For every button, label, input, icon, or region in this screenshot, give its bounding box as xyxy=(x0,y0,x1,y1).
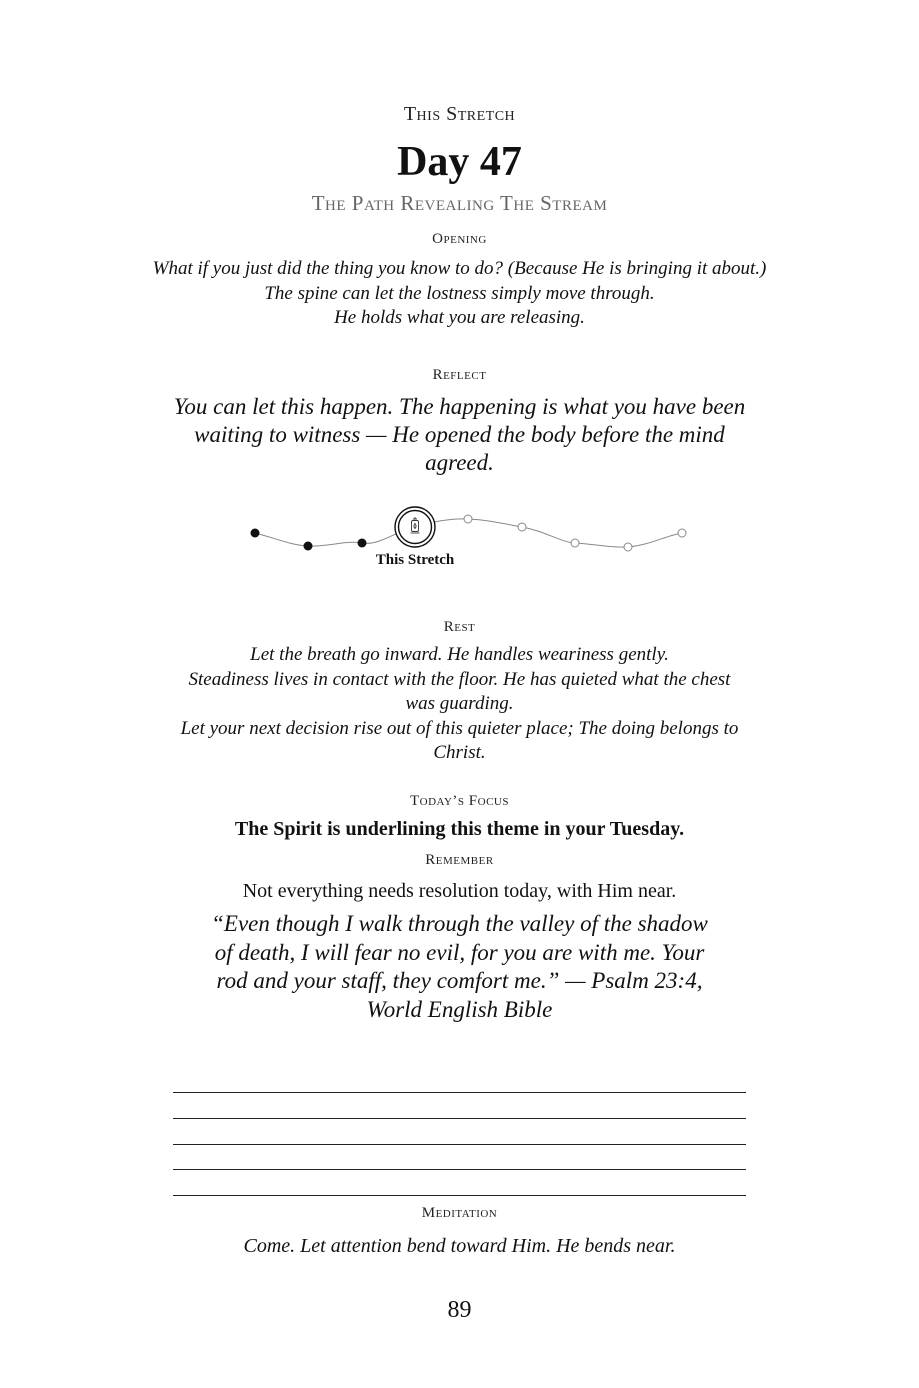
writing-line[interactable] xyxy=(173,1092,746,1093)
scripture-verse: “Even though I walk through the valley of the shadow of death, I will fear no evil, for you are with me. Your rod and your staff, they comfort me.” — Psalm 23:4, World English Bible xyxy=(211,911,708,1022)
reflect-text: You can let this happen. The happening is what you have been waiting to witness — He opened the body before the mind agreed. xyxy=(173,394,746,475)
remember-text: Not everything needs resolution today, with Him near. xyxy=(242,880,677,902)
upcoming-stop xyxy=(678,529,686,537)
section-kicker: This Stretch xyxy=(403,103,516,125)
remember-label: Remember xyxy=(425,852,494,868)
meditation-text: Come. Let attention bend toward Him. He bends near. xyxy=(243,1235,676,1257)
opening-text xyxy=(150,257,769,331)
current-stop-marker xyxy=(395,507,435,547)
journal-lines[interactable] xyxy=(173,1092,746,1202)
rest-label: Rest xyxy=(443,619,476,635)
writing-line[interactable] xyxy=(173,1118,746,1119)
upcoming-stop xyxy=(571,539,579,547)
opening-label: Opening xyxy=(432,231,487,247)
rest-line: Steadiness lives in contact with the floor. He has quieted what the chest was guarding. xyxy=(188,668,731,714)
completed-stop xyxy=(304,542,313,551)
upcoming-stop xyxy=(624,543,632,551)
current-stop-label: This Stretch xyxy=(375,552,455,568)
writing-line[interactable] xyxy=(173,1195,746,1196)
upcoming-stop xyxy=(464,515,472,523)
completed-stop xyxy=(251,529,260,538)
focus-label: Today’s Focus xyxy=(410,793,509,809)
writing-line[interactable] xyxy=(173,1144,746,1145)
focus-text: The Spirit is underlining this theme in your Tuesday. xyxy=(234,818,685,840)
page-subtitle: The Path Revealing The Stream xyxy=(311,191,608,215)
reflect-label: Reflect xyxy=(432,367,487,383)
upcoming-stop xyxy=(518,523,526,531)
rest-text xyxy=(180,643,739,766)
rest-line: Let the breath go inward. He handles weariness gently. xyxy=(250,644,669,665)
opening-line: What if you just did the thing you know to do? (Because He is bringing it about.) xyxy=(152,258,767,279)
opening-line: The spine can let the lostness simply move through. xyxy=(264,282,655,304)
page-number: 89 xyxy=(447,1297,472,1323)
completed-stop xyxy=(358,539,367,548)
rest-line: Let your next decision rise out of this quieter place; The doing belongs to Christ. xyxy=(180,717,739,763)
meditation-label: Meditation xyxy=(421,1205,498,1221)
opening-line: He holds what you are releasing. xyxy=(334,307,585,328)
page-title: Day 47 xyxy=(397,139,522,185)
writing-line[interactable] xyxy=(173,1169,746,1170)
journey-map xyxy=(0,500,919,580)
